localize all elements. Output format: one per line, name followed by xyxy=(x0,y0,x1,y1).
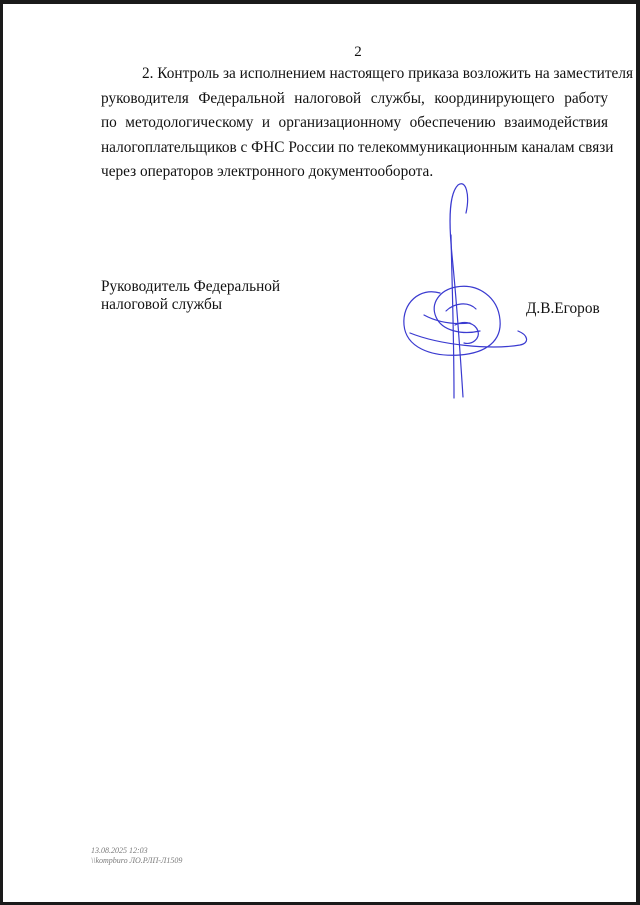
signatory-title xyxy=(101,278,280,314)
paragraph-line: налогоплательщиков с ФНС России по телекоммуникационным каналам связи xyxy=(101,138,614,156)
page-number: 2 xyxy=(354,44,362,60)
signatory-title-line: Руководитель Федеральной xyxy=(101,278,281,295)
footer-timestamp: 13.08.2025 12:03 xyxy=(91,846,148,855)
paragraph-line: по методологическому и организационному обеспечению взаимодействия xyxy=(101,114,608,131)
paragraph-line: через операторов электронного документооборота. xyxy=(101,163,434,180)
signatory-name: Д.В.Егоров xyxy=(526,300,600,317)
handwritten-signature xyxy=(380,175,540,410)
footer-source: \\kompburo ЛО.РЛП-Л1509 xyxy=(91,856,183,865)
paragraph-line: 2. Контроль за исполнением настоящего приказа возложить на заместителя xyxy=(142,65,633,82)
footer-stamp xyxy=(91,846,182,866)
paragraph-line: руководителя Федеральной налоговой службы, координирующего работу xyxy=(101,89,608,107)
signatory-title-line: налоговой службы xyxy=(101,296,223,313)
paragraph-2 xyxy=(101,62,633,185)
